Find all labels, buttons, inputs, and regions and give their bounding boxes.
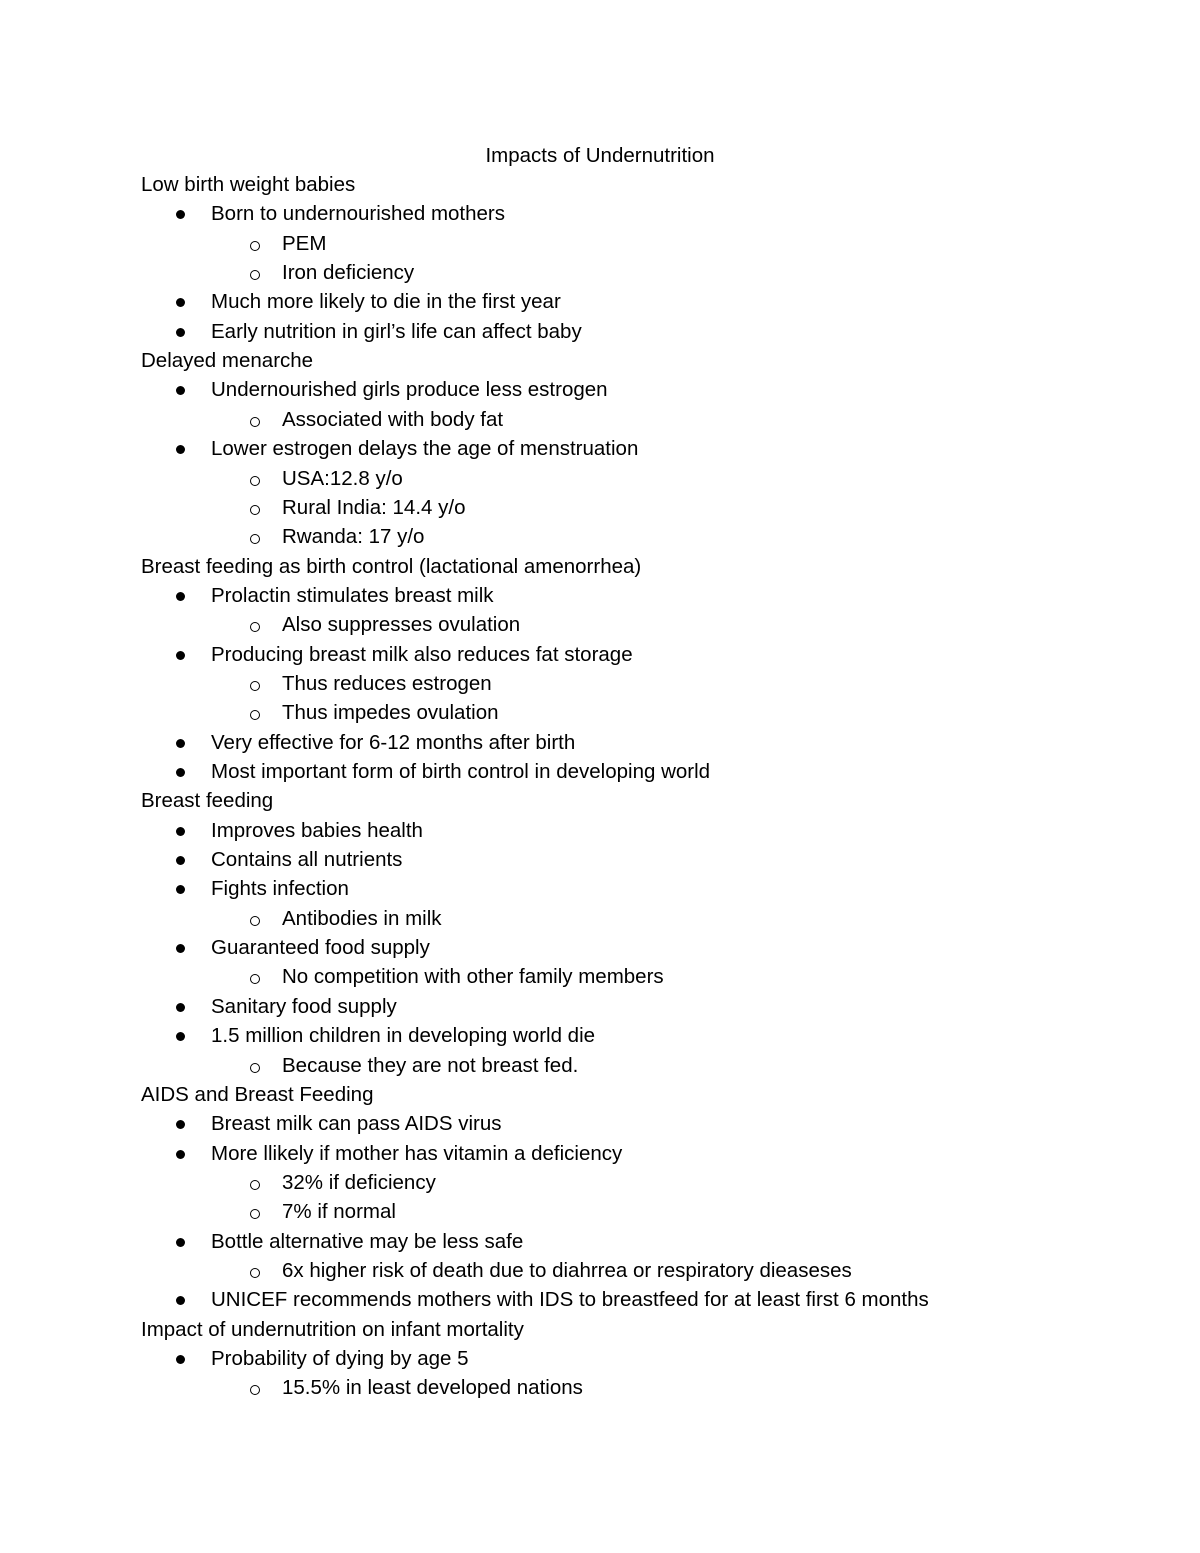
bullet-dot-icon [176, 1003, 185, 1012]
bullet-dot-icon [176, 944, 185, 953]
section-heading: Delayed menarche [141, 349, 314, 372]
hollow-circle-bullet-icon [250, 476, 260, 486]
hollow-circle-bullet-icon [250, 622, 260, 632]
bullet-text: Lower estrogen delays the age of menstruation [211, 437, 639, 460]
bullet-text: Born to undernourished mothers [211, 202, 506, 225]
bullet-dot-icon [176, 768, 185, 777]
bullet-dot-icon [176, 885, 185, 894]
bullet-dot-icon [176, 210, 185, 219]
bullet-text: Associated with body fat [282, 408, 504, 431]
bullet-dot-icon [176, 445, 185, 454]
bullet-dot-icon [176, 651, 185, 660]
hollow-circle-bullet-icon [250, 417, 260, 427]
bullet-text: Guaranteed food supply [211, 936, 430, 959]
bullet-dot-icon [176, 1355, 185, 1364]
bullet-text: Improves babies health [211, 819, 423, 842]
bullet-text: UNICEF recommends mothers with IDS to breastfeed for at least first 6 months [211, 1288, 929, 1311]
bullet-dot-icon [176, 298, 185, 307]
bullet-text: 15.5% in least developed nations [282, 1376, 583, 1399]
bullet-text: 6x higher risk of death due to diahrrea or respiratory dieaseses [282, 1259, 852, 1282]
bullet-text: Rural India: 14.4 y/o [282, 496, 466, 519]
bullet-text: 7% if normal [282, 1200, 396, 1223]
bullet-dot-icon [176, 1032, 185, 1041]
section-heading: Breast feeding [141, 789, 274, 812]
bullet-text: Very effective for 6-12 months after birth [211, 731, 576, 754]
bullet-text: Rwanda: 17 y/o [282, 525, 425, 548]
bullet-dot-icon [176, 827, 185, 836]
bullet-text: Because they are not breast fed. [282, 1054, 579, 1077]
bullet-text: More llikely if mother has vitamin a deficiency [211, 1142, 623, 1165]
bullet-text: No competition with other family members [282, 965, 664, 988]
hollow-circle-bullet-icon [250, 1180, 260, 1190]
bullet-dot-icon [176, 1120, 185, 1129]
bullet-text: Also suppresses ovulation [282, 613, 521, 636]
bullet-dot-icon [176, 1238, 185, 1247]
bullet-text: Early nutrition in girl’s life can affect baby [211, 320, 582, 343]
section-heading: Impact of undernutrition on infant mortality [141, 1318, 524, 1341]
bullet-text: Breast milk can pass AIDS virus [211, 1112, 502, 1135]
hollow-circle-bullet-icon [250, 681, 260, 691]
bullet-text: Sanitary food supply [211, 995, 397, 1018]
bullet-text: 1.5 million children in developing world die [211, 1024, 596, 1047]
bullet-dot-icon [176, 739, 185, 748]
bullet-dot-icon [176, 1296, 185, 1305]
section-heading: Low birth weight babies [141, 173, 356, 196]
bullet-text: Fights infection [211, 877, 349, 900]
hollow-circle-bullet-icon [250, 1209, 260, 1219]
hollow-circle-bullet-icon [250, 710, 260, 720]
bullet-text: Iron deficiency [282, 261, 415, 284]
hollow-circle-bullet-icon [250, 1063, 260, 1073]
bullet-dot-icon [176, 1150, 185, 1159]
bullet-text: Antibodies in milk [282, 907, 442, 930]
bullet-text: PEM [282, 232, 327, 255]
hollow-circle-bullet-icon [250, 974, 260, 984]
hollow-circle-bullet-icon [250, 505, 260, 515]
bullet-dot-icon [176, 386, 185, 395]
bullet-dot-icon [176, 592, 185, 601]
bullet-text: USA:12.8 y/o [282, 467, 403, 490]
hollow-circle-bullet-icon [250, 1268, 260, 1278]
hollow-circle-bullet-icon [250, 534, 260, 544]
bullet-text: Most important form of birth control in developing world [211, 760, 711, 783]
hollow-circle-bullet-icon [250, 241, 260, 251]
bullet-text: Contains all nutrients [211, 848, 403, 871]
bullet-text: Probability of dying by age 5 [211, 1347, 469, 1370]
section-heading: AIDS and Breast Feeding [141, 1083, 374, 1106]
section-heading: Breast feeding as birth control (lactational amenorrhea) [141, 555, 642, 578]
bullet-text: Undernourished girls produce less estrogen [211, 378, 608, 401]
bullet-text: Prolactin stimulates breast milk [211, 584, 494, 607]
hollow-circle-bullet-icon [250, 916, 260, 926]
bullet-text: Bottle alternative may be less safe [211, 1230, 524, 1253]
page-title: Impacts of Undernutrition [485, 144, 715, 167]
bullet-text: 32% if deficiency [282, 1171, 436, 1194]
bullet-text: Producing breast milk also reduces fat storage [211, 643, 633, 666]
hollow-circle-bullet-icon [250, 270, 260, 280]
bullet-text: Thus reduces estrogen [282, 672, 492, 695]
hollow-circle-bullet-icon [250, 1385, 260, 1395]
bullet-text: Much more likely to die in the first year [211, 290, 561, 313]
bullet-dot-icon [176, 856, 185, 865]
bullet-text: Thus impedes ovulation [282, 701, 499, 724]
bullet-dot-icon [176, 328, 185, 337]
